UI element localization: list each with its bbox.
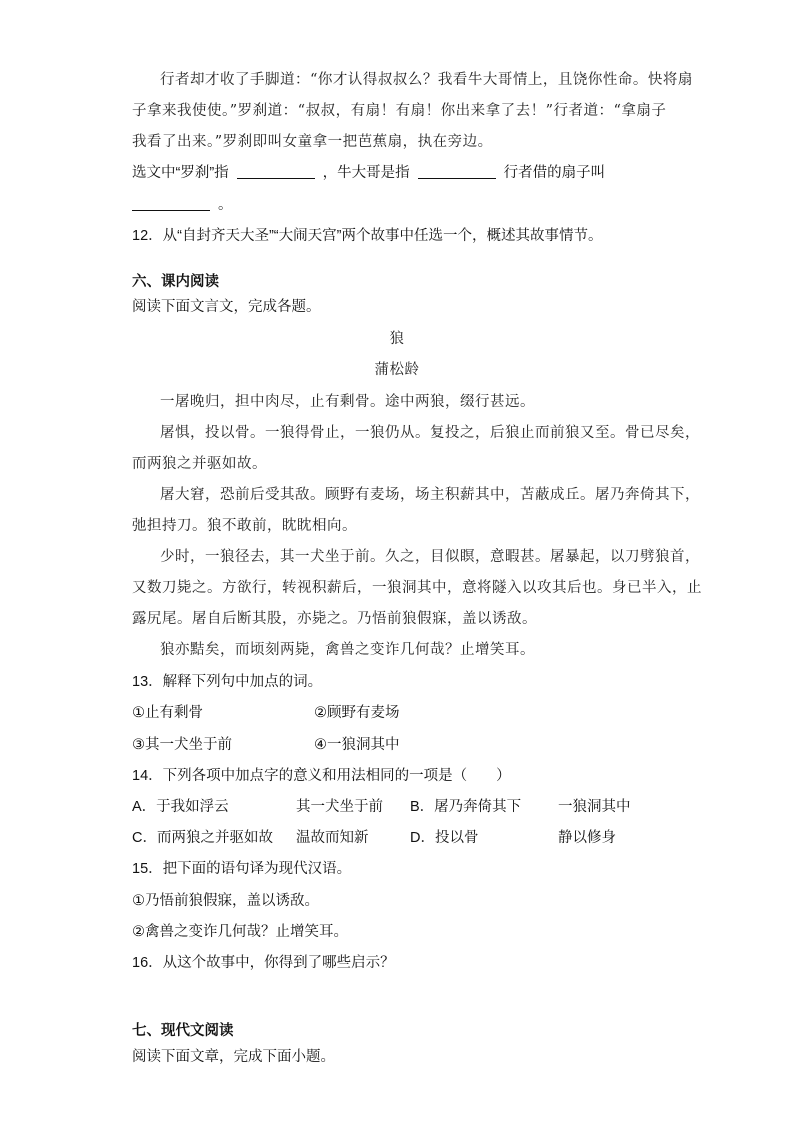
section-6-instruction: 阅读下面文言文，完成各题。 [132,299,321,315]
passage-para-5: 狼亦黠矣，而顷刻两毙，禽兽之变诈几何哉？止增笑耳。 [160,642,535,658]
q13-item-3: ③其一犬坐于前 [132,737,232,753]
q13-item-4: ④一狼洞其中 [314,737,400,753]
q14-option-a-right: 其一犬坐于前 [296,799,383,815]
question-13: 13．解释下列句中加点的词。 [132,674,323,690]
q13-item-2: ②顾野有麦场 [314,705,400,721]
q11-part1: 选文中“罗刹”指 [132,165,229,181]
q14-option-a-left[interactable]: A．于我如浮云 [132,799,229,815]
q14-option-c-left[interactable]: C．而两狼之并驱如故 [132,830,273,846]
passage-para-4-cont2: 露尻尾。屠自后断其股，亦毙之。乃悟前狼假寐，盖以诱敌。 [132,611,537,627]
passage-title: 狼 [389,331,405,347]
passage-author: 蒲松龄 [374,362,420,378]
question-15: 15．把下面的语句译为现代汉语。 [132,861,352,877]
answer-blank-3[interactable] [132,196,210,211]
passage-para-4: 少时，一狼径去，其一犬坐于前。久之，目似瞑，意暇甚。屠暴起，以刀劈狼首， [160,549,700,565]
passage-para-4-cont: 又数刀毙之。方欲行，转视积薪后，一狼洞其中，意将隧入以攻其后也。身已半入，止 [132,580,702,596]
q14-option-d-right: 静以修身 [558,830,616,846]
q14-option-d-left[interactable]: D．投以骨 [410,830,479,846]
q13-item-1: ①止有剩骨 [132,705,203,721]
q11-part2: ，牛大哥是指 [322,165,410,181]
q11-end: 。 [218,197,233,213]
question-12: 12．从“自封齐天大圣”“大闹天宫”两个故事中任选一个，概述其故事情节。 [132,228,603,244]
question-11-cont [132,193,233,214]
q14-option-c-right: 温故而知新 [296,830,369,846]
passage-para-2: 屠惧，投以骨。一狼得骨止，一狼仍从。复投之，后狼止而前狼又至。骨已尽矣， [160,425,700,441]
passage-para-2-cont: 而两狼之并驱如故。 [132,456,267,472]
question-16: 16．从这个故事中，你得到了哪些启示？ [132,955,395,971]
q14-option-b-right: 一狼洞其中 [558,799,631,815]
passage-para-1: 一屠晚归，担中肉尽，止有剩骨。途中两狼，缀行甚远。 [160,394,535,410]
question-11 [132,161,605,182]
section-7-instruction: 阅读下面文章，完成下面小题。 [132,1049,335,1065]
excerpt-line-1: 行者却才收了手脚道：“你才认得叔叔么？我看牛大哥情上，且饶你性命。快将扇 [160,72,693,88]
question-14: 14．下列各项中加点字的意义和用法相同的一项是（ ） [132,768,511,784]
excerpt-line-3: 我看了出来。”罗刹即叫女童拿一把芭蕉扇，执在旁边。 [132,134,493,150]
section-6-heading: 六、课内阅读 [132,274,219,290]
answer-blank-2[interactable] [418,164,496,179]
passage-para-3: 屠大窘，恐前后受其敌。顾野有麦场，场主积薪其中，苫蔽成丘。屠乃奔倚其下， [160,487,700,503]
excerpt-line-2: 子拿来我使使。”罗刹道：“叔叔，有扇！有扇！你出来拿了去！”行者道：“拿扇子 [132,103,667,119]
q11-part3: 行者借的扇子叫 [503,165,606,181]
section-7-heading: 七、现代文阅读 [132,1023,234,1039]
passage-para-3-cont: 弛担持刀。狼不敢前，眈眈相向。 [132,518,357,534]
q14-option-b-left[interactable]: B．屠乃奔倚其下 [410,799,522,815]
q15-item-1: ①乃悟前狼假寐，盖以诱敌。 [132,893,319,909]
q15-item-2: ②禽兽之变诈几何哉？止增笑耳。 [132,924,348,940]
answer-blank-1[interactable] [237,164,315,179]
